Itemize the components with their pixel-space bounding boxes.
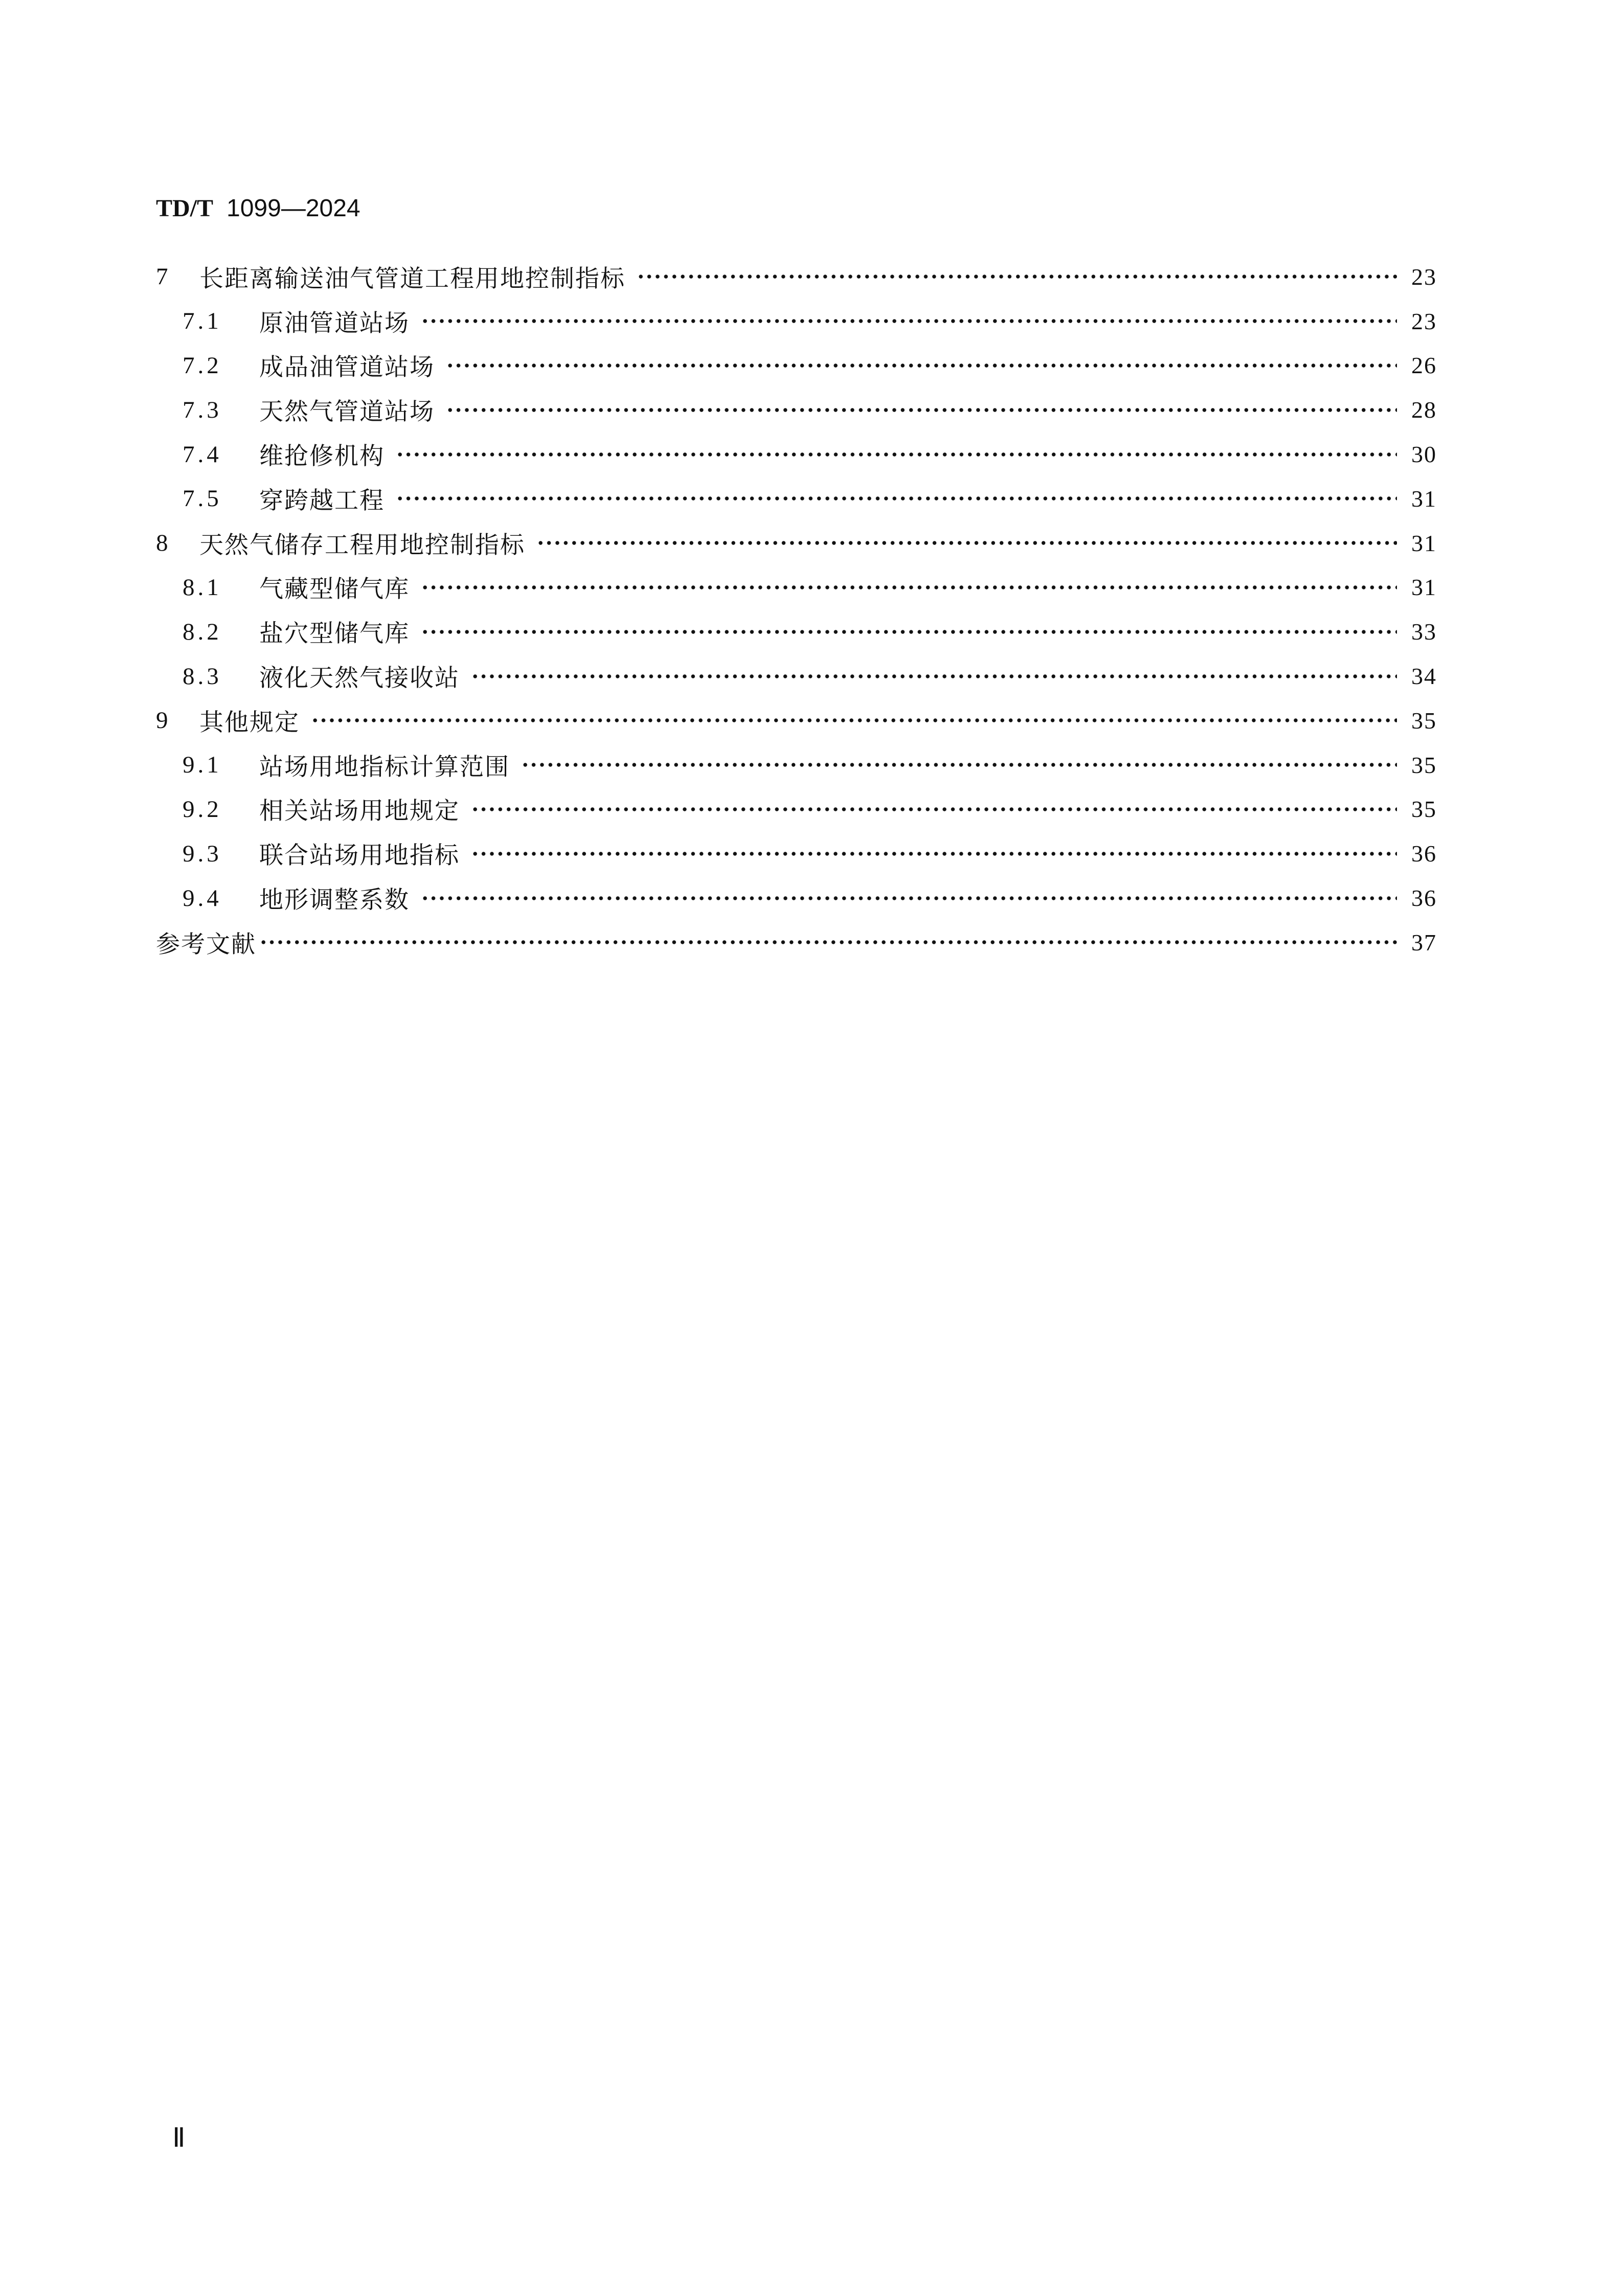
toc-entry[interactable] [156,743,1437,787]
toc-entry-number: 8.1 [183,574,222,601]
toc-entry[interactable] [156,654,1437,698]
toc-entry-title: 站场用地指标计算范围 [259,753,510,781]
toc-entry-page: 26 [1411,352,1437,379]
toc-entry-page: 23 [1411,308,1437,334]
toc-entry-page: 31 [1411,485,1437,512]
toc-entry-title: 天然气储存工程用地控制指标 [199,531,525,559]
toc-entry-page: 23 [1411,263,1437,290]
toc-entry-number: 7.3 [183,396,222,423]
toc-entry[interactable] [156,565,1437,610]
dot-leader [259,939,1397,946]
toc-entry-title: 原油管道站场 [259,309,410,337]
toc-entry-page: 35 [1411,752,1437,778]
toc-entry-page: 36 [1411,885,1437,912]
toc-entry-number: 9.1 [183,752,222,779]
toc-entry-title: 联合站场用地指标 [259,842,460,870]
toc-entry-title: 其他规定 [199,708,300,737]
dot-leader [471,850,1397,857]
standard-number: 1099—2024 [227,195,360,222]
toc-entry-number: 7.2 [183,352,222,379]
dot-leader [396,451,1397,458]
toc-entry-page: 31 [1411,574,1437,601]
dot-leader [421,317,1397,325]
dot-leader [446,362,1397,369]
toc-entry-number: 7.5 [183,485,222,512]
toc-entry-title: 相关站场用地规定 [259,797,460,826]
toc-entry[interactable] [156,388,1437,432]
toc-entry-number: 7 [156,263,168,290]
dot-leader [421,628,1397,635]
toc-entry-number: 8.3 [183,663,222,690]
toc-entry-page: 35 [1411,707,1437,734]
dot-leader [536,539,1397,547]
toc-entry-page: 35 [1411,796,1437,823]
toc-entry[interactable] [156,876,1437,920]
toc-entry-page: 36 [1411,840,1437,867]
dot-leader [521,761,1397,768]
toc-entry[interactable] [156,344,1437,388]
toc-entry[interactable] [156,521,1437,565]
toc-entry[interactable] [156,432,1437,476]
toc-entry[interactable] [156,255,1437,299]
dot-leader [421,584,1397,591]
toc-entry-number: 9.4 [183,884,222,912]
standard-prefix: TD/T [156,195,214,222]
toc-entry-title: 穿跨越工程 [259,486,385,515]
toc-entry-page: 31 [1411,530,1437,556]
dot-leader [446,406,1397,414]
toc-entry-title: 液化天然气接收站 [259,664,460,693]
toc-entry[interactable] [156,698,1437,743]
toc-entry-references[interactable] [156,920,1437,965]
toc-entry-number: 9.2 [183,795,222,823]
dot-leader [421,895,1397,902]
standard-code-header [156,195,360,221]
toc-entry[interactable] [156,787,1437,832]
toc-entry-number: 9.3 [183,840,222,867]
toc-entry-title: 天然气管道站场 [259,398,435,426]
toc-entry-number: 9 [156,707,168,734]
table-of-contents [156,255,1437,965]
toc-entry[interactable] [156,476,1437,521]
toc-entry[interactable] [156,831,1437,876]
toc-entry-number: 8 [156,530,168,557]
toc-entry-title: 气藏型储气库 [259,575,410,604]
toc-entry-title: 维抢修机构 [259,442,385,471]
toc-entry[interactable] [156,299,1437,344]
toc-entry-number: 7.1 [183,308,222,335]
toc-entry-page: 33 [1411,619,1437,645]
toc-entry-title: 参考文献 [156,930,256,959]
dot-leader [311,717,1397,724]
toc-entry-number: 8.2 [183,618,222,645]
dot-leader [471,673,1397,680]
footer-page-number: Ⅱ [172,2124,186,2153]
toc-entry-title: 长距离输送油气管道工程用地控制指标 [199,264,625,293]
toc-entry-page: 37 [1411,929,1437,956]
toc-entry-title: 盐穴型储气库 [259,620,410,648]
toc-entry-title: 地形调整系数 [259,886,410,915]
dot-leader [637,273,1397,280]
toc-entry[interactable] [156,609,1437,654]
dot-leader [471,806,1397,813]
toc-entry-page: 34 [1411,663,1437,690]
toc-entry-page: 30 [1411,441,1437,468]
toc-entry-number: 7.4 [183,441,222,468]
dot-leader [396,495,1397,502]
toc-entry-page: 28 [1411,397,1437,423]
toc-entry-title: 成品油管道站场 [259,353,435,382]
